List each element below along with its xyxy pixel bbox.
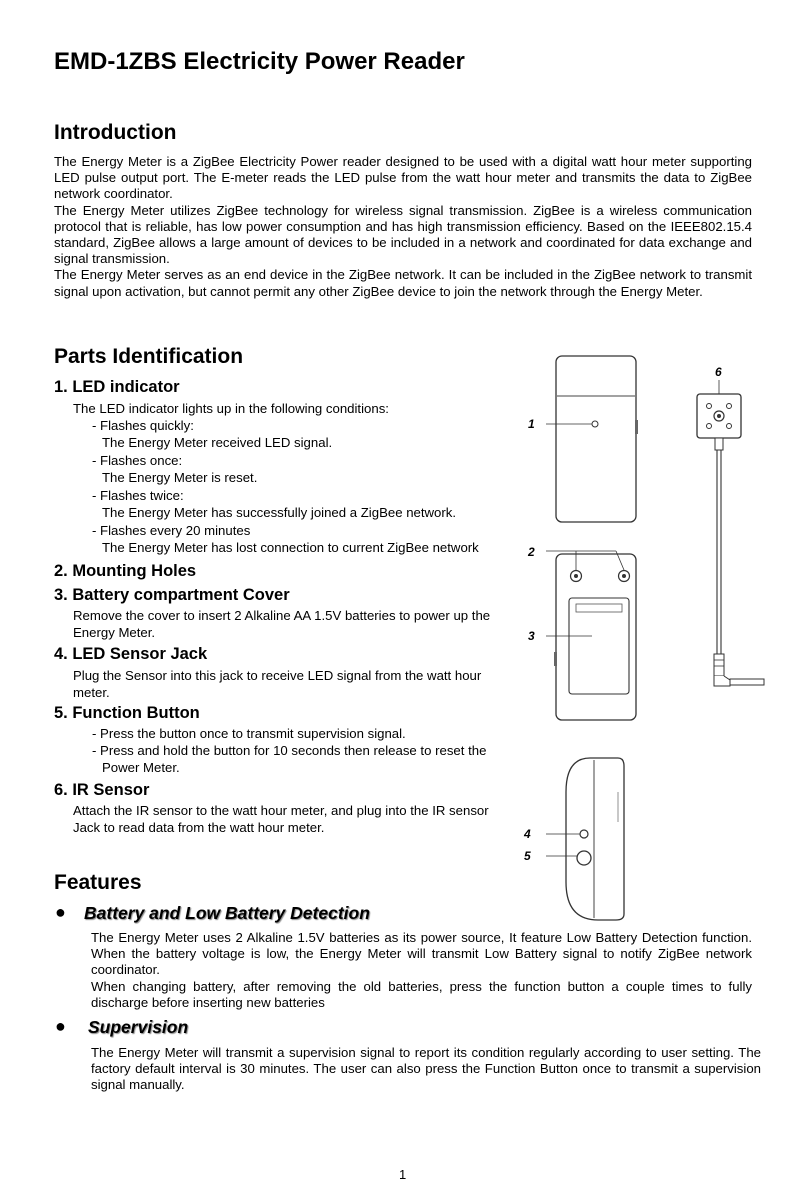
led-sensor-jack	[580, 830, 588, 838]
led-sensor-jack-line-2: meter.	[73, 685, 110, 700]
led-condition-3-desc: The Energy Meter has successfully joined a ZigBee network.	[102, 505, 457, 520]
page-number: 1	[399, 1167, 407, 1182]
intro-paragraph-2: The Energy Meter utilizes ZigBee technology for wireless signal transmission. ZigBee is a wireless communication protocol that is reliable, has low power consumption and has high transmission efficiency. Based on the IEEE802.15.4 standard, ZigBee allows a large amount of devices to be included in a network and coordinated for data exchange and signal transmission.	[54, 202, 752, 267]
device-side-view	[566, 758, 624, 920]
ir-sensor-plug	[714, 654, 724, 676]
led-condition-1: - Flashes quickly:	[92, 418, 194, 433]
introduction-body	[54, 154, 752, 300]
supervision-paragraph: The Energy Meter will transmit a supervision signal to report its condition regularly according to user setting. The factory default interval is 30 minutes. The user can also press the Function Button once to transmit a supervision signal manually.	[91, 1045, 761, 1093]
led-condition-4: - Flashes every 20 minutes	[92, 523, 251, 538]
led-indicator-title: 1. LED indicator	[54, 378, 180, 396]
function-button-line-3: Power Meter.	[102, 760, 180, 775]
supervision-feature-title: Supervision	[88, 1017, 189, 1037]
label-4: 4	[524, 827, 531, 841]
battery-cover-line-2: Energy Meter.	[73, 625, 156, 640]
intro-paragraph-1: The Energy Meter is a ZigBee Electricity Power reader designed to be used with a digital watt hour meter supporting LED pulse output port. The E-meter reads the LED pulse from the watt hour meter and transmits the data to ZigBee network coordinator.	[54, 154, 752, 202]
bullet-icon: ●	[55, 902, 66, 922]
function-button-line-2: - Press and hold the button for 10 seconds then release to reset the	[92, 743, 487, 758]
led-intro: The LED indicator lights up in the following conditions:	[73, 401, 389, 416]
battery-cover-line-1: Remove the cover to insert 2 Alkaline AA 1.5V batteries to power up the	[73, 608, 491, 623]
label-2: 2	[528, 545, 535, 559]
led-sensor-jack-line-1: Plug the Sensor into this jack to receive LED signal from the watt hour	[73, 668, 482, 683]
label-6: 6	[715, 365, 722, 379]
battery-feature-paragraph-2: When changing battery, after removing the old batteries, press the function button a couple times to fully discharge before inserting new batteries	[91, 978, 752, 1010]
battery-feature-title: Battery and Low Battery Detection	[84, 903, 370, 923]
label-3: 3	[528, 629, 535, 643]
function-button	[577, 851, 591, 865]
battery-feature-paragraph-1: The Energy Meter uses 2 Alkaline 1.5V batteries as its power source, It feature Low Battery Detection function. When the battery voltage is low, the Energy Meter will transmit Low Battery signal to notify ZigBee network coordinator.	[91, 930, 752, 978]
function-button-line-1: - Press the button once to transmit supervision signal.	[92, 726, 406, 741]
device-front-view	[556, 356, 636, 522]
led-condition-3: - Flashes twice:	[92, 488, 184, 503]
parts-heading: Parts Identification	[54, 345, 244, 368]
led-condition-1-desc: The Energy Meter received LED signal.	[102, 435, 333, 450]
bullet-icon: ●	[55, 1016, 66, 1036]
intro-paragraph-3: The Energy Meter serves as an end device in the ZigBee network. It can be included in the ZigBee network to transmit signal upon activation, but cannot permit any other ZigBee device to join the network through the Energy Meter.	[54, 267, 752, 299]
features-heading: Features	[54, 871, 142, 894]
device-parts-diagram	[518, 352, 770, 924]
led-sensor-jack-title: 4. LED Sensor Jack	[54, 645, 208, 663]
led-condition-2-desc: The Energy Meter is reset.	[102, 470, 258, 485]
label-5: 5	[524, 849, 531, 863]
led-indicator-dot	[592, 421, 598, 427]
battery-cover-title: 3. Battery compartment Cover	[54, 586, 290, 604]
ir-sensor-line-1: Attach the IR sensor to the watt hour meter, and plug into the IR sensor	[73, 803, 489, 818]
label-1: 1	[528, 417, 535, 431]
supervision-feature-body	[91, 1045, 761, 1094]
ir-sensor-title: 6. IR Sensor	[54, 781, 150, 799]
led-condition-4-desc: The Energy Meter has lost connection to current ZigBee network	[102, 540, 479, 555]
battery-compartment-cover	[569, 598, 629, 694]
function-button-title: 5. Function Button	[54, 704, 200, 722]
introduction-heading: Introduction	[54, 121, 177, 144]
page-title: EMD-1ZBS Electricity Power Reader	[54, 48, 465, 75]
ir-sensor-line-2: Jack to read data from the watt hour meter.	[73, 820, 325, 835]
battery-feature-body	[91, 930, 752, 1011]
led-condition-2: - Flashes once:	[92, 453, 183, 468]
mounting-holes-title: 2. Mounting Holes	[54, 562, 197, 580]
